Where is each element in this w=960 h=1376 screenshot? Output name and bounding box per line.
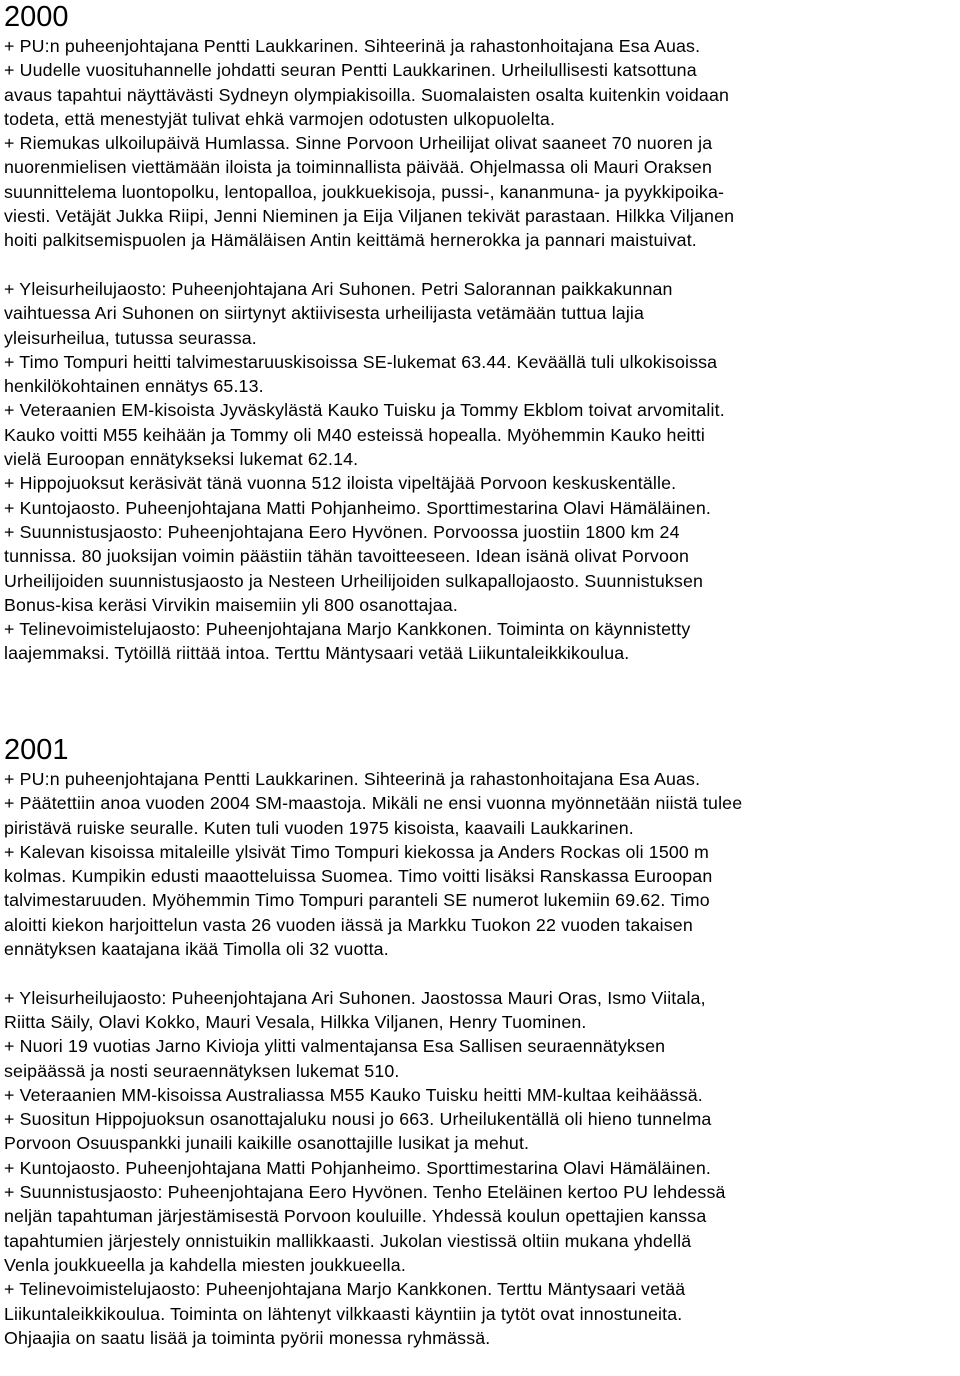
text-line: + Kalevan kisoissa mitaleille ylsivät Timo Tompuri kiekossa ja Anders Rockas oli 1500 m [4, 841, 710, 862]
year-section-2000 [4, 0, 734, 666]
year-section-2001 [4, 733, 742, 1350]
text-line: piristävä ruiske seuralle. Kuten tuli vuoden 1975 kisoista, kaavaili Laukkarinen. [4, 817, 634, 838]
text-line: talvimestaruuden. Myöhemmin Timo Tompuri paranteli SE numerot lukemiin 69.62. Timo [4, 890, 710, 911]
text-line: yleisurheilua, tutussa seurassa. [4, 327, 257, 348]
text-line: Liikuntaleikkikoulua. Toiminta on lähtenyt vilkkaasti käyntiin ja tytöt ovat innostuneita. [4, 1303, 683, 1324]
paragraph-gap [4, 961, 742, 985]
text-line: Ohjaajia on saatu lisää ja toiminta pyörii monessa ryhmässä. [4, 1327, 491, 1348]
text-line: Venla joukkueella ja kahdella miesten joukkueella. [4, 1254, 406, 1275]
text-line: + Veteraanien MM-kisoissa Australiassa M55 Kauko Tuisku heitti MM-kultaa keihäässä. [4, 1084, 703, 1105]
text-line: + Suunnistusjaosto: Puheenjohtajana Eero Hyvönen. Tenho Eteläinen kertoo PU lehdessä [4, 1182, 726, 1203]
year-heading: 2000 [4, 1, 69, 33]
text-line: + Päätettiin anoa vuoden 2004 SM-maastoja. Mikäli ne ensi vuonna myönnetään niistä tulee [4, 793, 743, 814]
text-line: viesti. Vetäjät Jukka Riipi, Jenni Nieminen ja Eija Viljanen tekivät parastaan. Hilkka Viljanen [4, 206, 735, 227]
text-line: avaus tapahtui näyttävästi Sydneyn olympiakisoilla. Suomalaisten osalta kuitenkin voidaan [4, 84, 730, 105]
paragraph [4, 767, 742, 961]
text-line: tunnissa. 80 juoksijan voimin päästiin tähän tavoitteeseen. Idean isänä olivat Porvoon [4, 546, 690, 567]
year-heading: 2001 [4, 734, 69, 766]
text-line: Riitta Säily, Olavi Kokko, Mauri Vesala, Hilkka Viljanen, Henry Tuominen. [4, 1011, 587, 1032]
text-line: laajemmaksi. Tytöillä riittää intoa. Terttu Mäntysaari vetää Liikuntaleikkikoulua. [4, 643, 630, 664]
paragraph [4, 277, 734, 666]
text-line: + Veteraanien EM-kisoista Jyväskylästä Kauko Tuisku ja Tommy Ekblom toivat arvomitalit. [4, 400, 725, 421]
text-line: + PU:n puheenjohtajana Pentti Laukkarinen. Sihteerinä ja rahastonhoitajana Esa Auas. [4, 36, 701, 56]
text-line: + Uudelle vuosituhannelle johdatti seuran Pentti Laukkarinen. Urheilullisesti katsottuna [4, 60, 697, 81]
paragraph [4, 986, 742, 1350]
text-line: nuorenmielisen viettämään iloista ja toiminnallista päivää. Ohjelmassa oli Mauri Oraksen [4, 157, 712, 178]
text-line: hoiti palkitsemispuolen ja Hämäläisen Antin keittämä hernerokka ja pannari maistuivat. [4, 230, 697, 251]
text-line: + Telinevoimistelujaosto: Puheenjohtajana Marjo Kankkonen. Terttu Mäntysaari vetää [4, 1279, 686, 1300]
text-line: + Kuntojaosto. Puheenjohtajana Matti Pohjanheimo. Sporttimestarina Olavi Hämäläinen. [4, 497, 711, 518]
text-line: + Yleisurheilujaosto: Puheenjohtajana Ari Suhonen. Petri Salorannan paikkakunnan [4, 278, 673, 299]
text-line: aloitti kiekon harjoittelun vasta 26 vuoden iässä ja Markku Tuokon 22 vuoden takaisen [4, 914, 693, 935]
text-line: suunnittelema luontopolku, lentopalloa, joukkuekisoja, pussi-, kananmuna- ja pyykkipoika- [4, 181, 725, 202]
paragraph-gap [4, 253, 734, 277]
text-line: Bonus-kisa keräsi Virvikin maisemiin yli 800 osanottajaa. [4, 594, 458, 615]
text-line: + Suositun Hippojuoksun osanottajaluku nousi jo 663. Urheilukentällä oli hieno tunnelma [4, 1109, 712, 1130]
text-line: kolmas. Kumpikin edusti maaotteluissa Suomea. Timo voitti lisäksi Ranskassa Euroopan [4, 866, 713, 887]
text-line: Urheilijoiden suunnistusjaosto ja Nesteen Urheilijoiden sulkapallojaosto. Suunnistuksen [4, 570, 704, 591]
text-line: + Hippojuoksut keräsivät tänä vuonna 512 iloista vipeltäjää Porvoon keskuskentälle. [4, 473, 677, 494]
text-line: Kauko voitti M55 keihään ja Tommy oli M40 esteissä hopealla. Myöhemmin Kauko heitti [4, 424, 705, 445]
text-line: Porvoon Osuuspankki junaili kaikille osanottajille lusikat ja mehut. [4, 1133, 530, 1154]
text-line: + Suunnistusjaosto: Puheenjohtajana Eero Hyvönen. Porvoossa juostiin 1800 km 24 [4, 521, 680, 542]
text-line: + Yleisurheilujaosto: Puheenjohtajana Ari Suhonen. Jaostossa Mauri Oras, Ismo Viitala, [4, 987, 706, 1008]
text-line: + PU:n puheenjohtajana Pentti Laukkarinen. Sihteerinä ja rahastonhoitajana Esa Auas. [4, 769, 701, 789]
text-line: todeta, että menestyjät tulivat ehkä varmojen odotusten ulkopuolelta. [4, 108, 556, 129]
text-line: + Timo Tompuri heitti talvimestaruuskisoissa SE-lukemat 63.44. Keväällä tuli ulkokisoissa [4, 351, 718, 372]
text-line: vielä Euroopan ennätykseksi lukemat 62.14. [4, 449, 359, 470]
text-line: neljän tapahtuman järjestämisestä Porvoon kouluille. Yhdessä koulun opettajien kanssa [4, 1206, 707, 1227]
text-line: tapahtumien järjestely onnistuikin mallikkaasti. Jukolan viestissä oltiin mukana yhdellä [4, 1230, 692, 1251]
text-line: + Riemukas ulkoilupäivä Humlassa. Sinne Porvoon Urheilijat olivat saaneet 70 nuoren ja [4, 133, 713, 154]
text-line: + Kuntojaosto. Puheenjohtajana Matti Pohjanheimo. Sporttimestarina Olavi Hämäläinen. [4, 1157, 711, 1178]
paragraph [4, 34, 734, 253]
text-line: seipäässä ja nosti seuraennätyksen lukemat 510. [4, 1060, 400, 1081]
text-line: ennätyksen kaatajana ikää Timolla oli 32 vuotta. [4, 939, 389, 960]
text-line: henkilökohtainen ennätys 65.13. [4, 376, 264, 397]
text-line: + Telinevoimistelujaosto: Puheenjohtajana Marjo Kankkonen. Toiminta on käynnistetty [4, 619, 691, 640]
text-line: + Nuori 19 vuotias Jarno Kivioja ylitti valmentajansa Esa Sallisen seuraennätyksen [4, 1036, 666, 1057]
text-line: vaihtuessa Ari Suhonen on siirtynyt aktiivisesta urheilijasta vetämään tuttua lajia [4, 303, 645, 324]
